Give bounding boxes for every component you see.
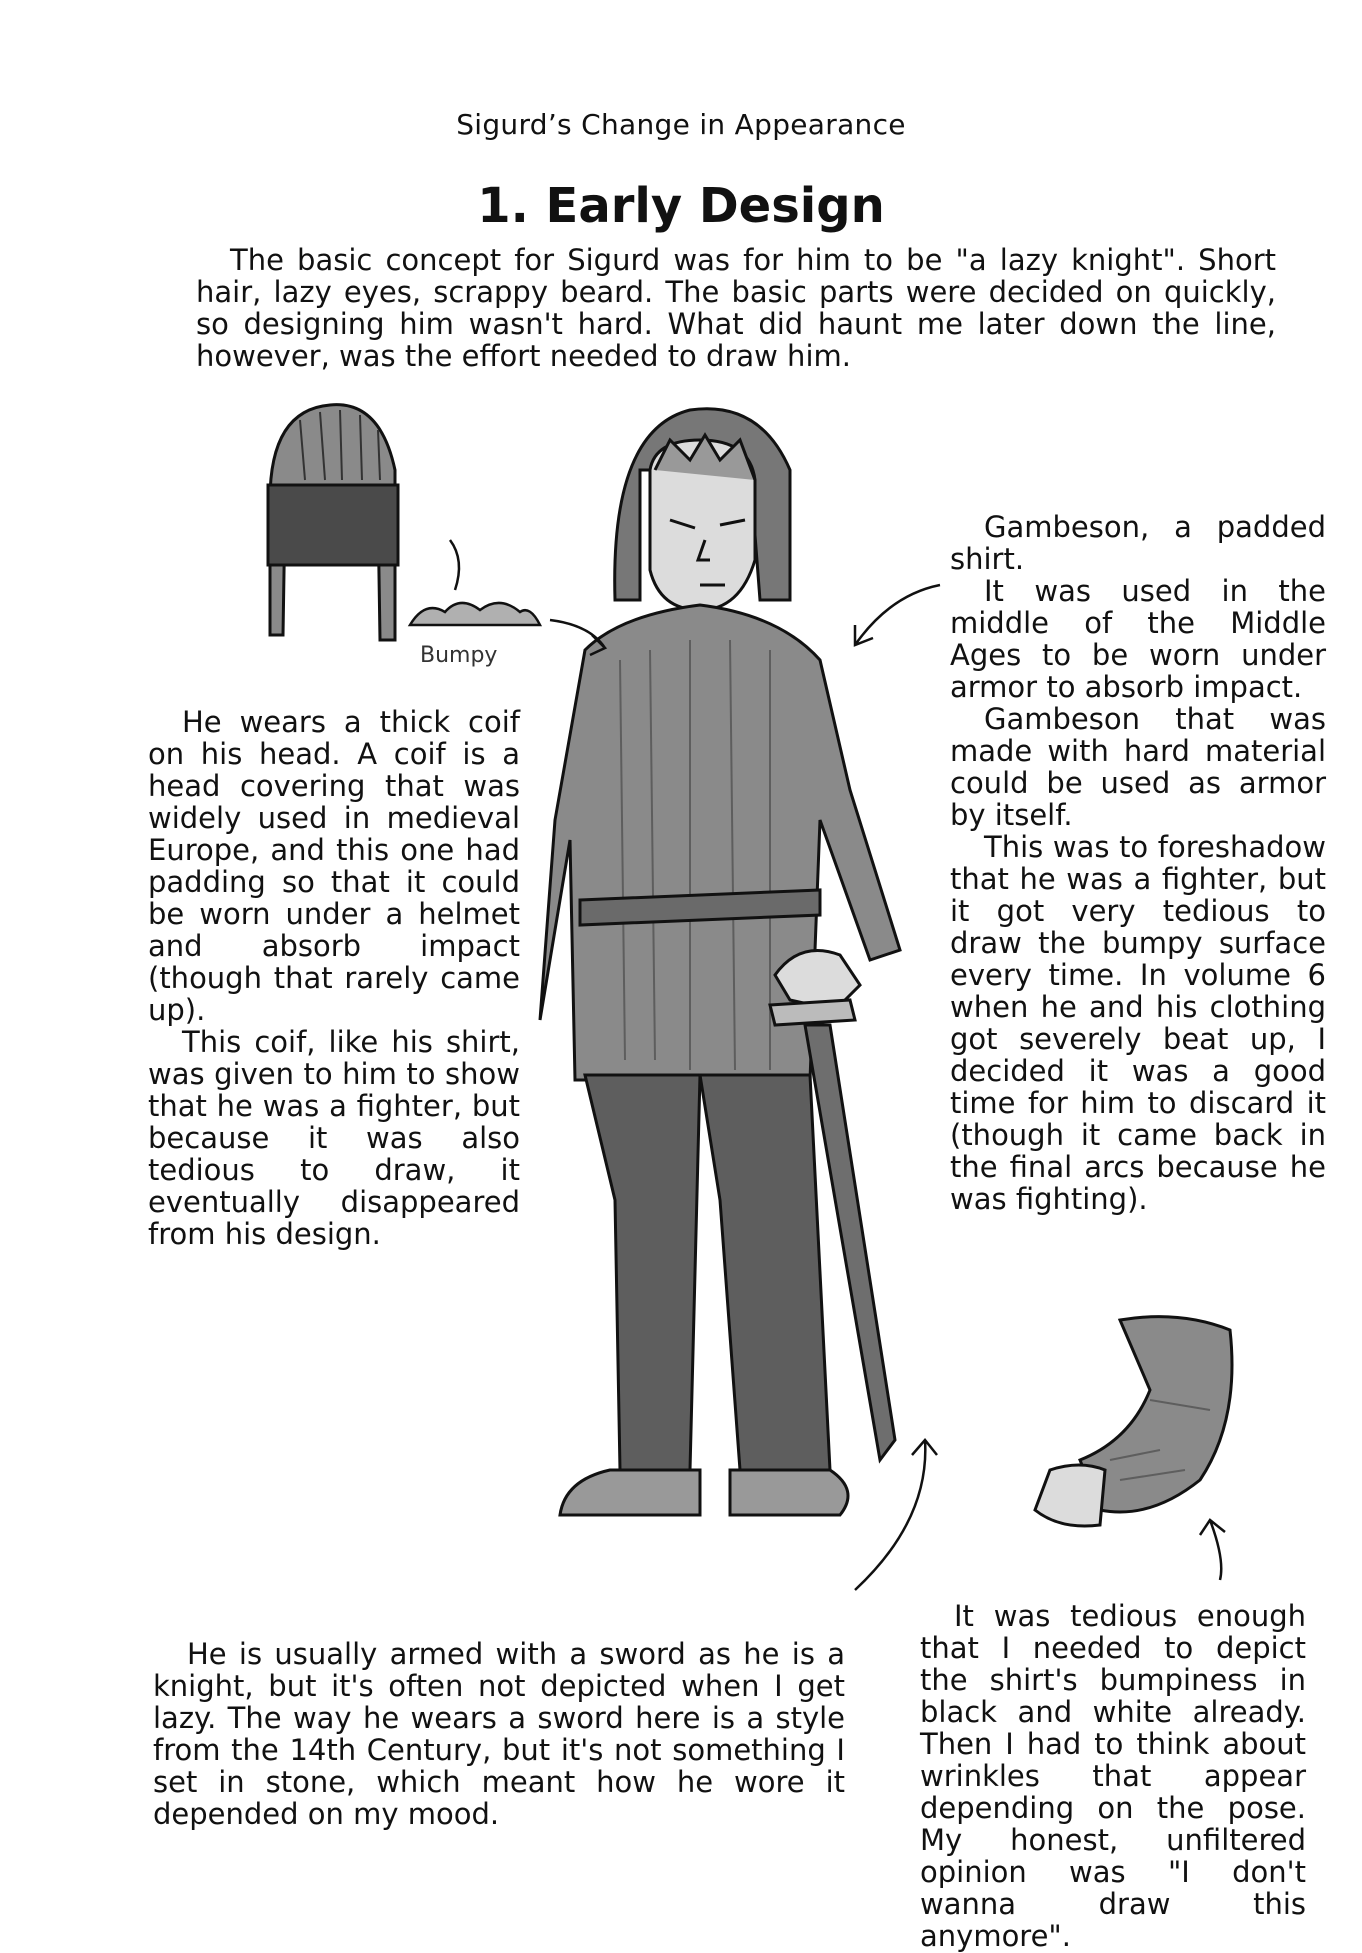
gambeson-note-p2: It was used in the middle of the Middle Ages to be worn under armor to absorb impact. [950,574,1326,704]
bumpy-sample [410,540,540,625]
sword-note: He is usually armed with a sword as he is a knight, but it's often not depicted when I get lazy. The way he wears a sword here is a style from the 14th Century, but it's not something I set in stone, which meant how he wore it depended on my mood. [153,1637,845,1831]
gambeson-note-p1: Gambeson, a padded shirt. [950,510,1326,576]
coif-note-p2: This coif, like his shirt, was given to him to show that he was a fighter, but because it was also tedious to draw, it eventually disappeared from his design. [148,1025,520,1251]
page-kicker: Sigurd’s Change in Appearance [456,108,906,141]
gambeson-note-p3: Gambeson that was made with hard material could be used as armor by itself. [950,702,1326,832]
coif-note-p1: He wears a thick coif on his head. A coif is a head covering that was widely used in medieval Europe, and this one had padding so that it could be worn under a helmet and absorb impact (though that rarely came up). [148,705,520,1027]
coif-illustration [268,405,398,640]
sleeve-illustration [1035,1317,1232,1526]
sigurd-figure [540,409,900,1515]
bumpy-label: Bumpy [420,643,498,668]
intro-paragraph: The basic concept for Sigurd was for him to be "a lazy knight". Short hair, lazy eyes, scrappy beard. The basic parts were decided on quickly, so designing him wasn't hard. What did haunt me later down the line, however, was the effort needed to draw him. [196,243,1276,373]
gambeson-note-p4: This was to foreshadow that he was a fighter, but it got very tedious to draw the bumpy surface every time. In volume 6 when he and his clothing got severely beat up, I decided it was a good time for him to discard it (though it came back in the final arcs because he was fighting). [950,830,1326,1216]
page-title: 1. Early Design [477,178,885,234]
sleeve-note: It was tedious enough that I needed to depict the shirt's bumpiness in black and white already. Then I had to think about wrinkles that appear depending on the pose. My honest, unfiltered opinion was "I don't wanna draw this anymore". [920,1599,1306,1953]
